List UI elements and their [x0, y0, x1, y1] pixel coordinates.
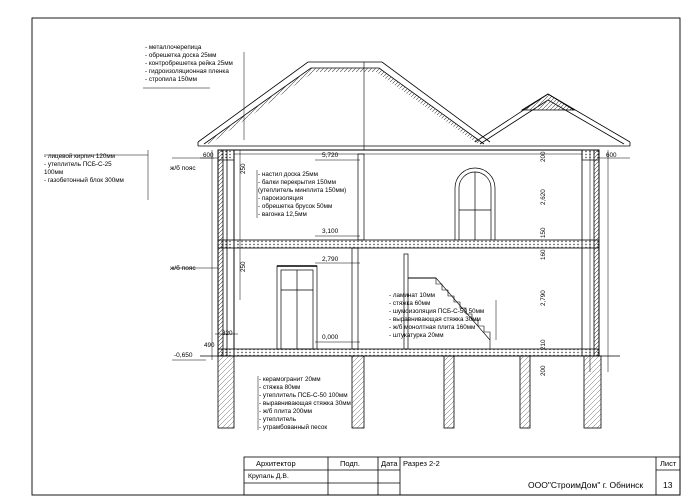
arched-window — [455, 168, 495, 240]
dim-r-210: 210 — [540, 339, 547, 350]
dim-r-160: 160 — [540, 249, 547, 260]
floor1-note-7: - утрамбованный песок — [259, 424, 328, 431]
belt-top-label: ж/б пояс — [170, 165, 196, 172]
level-window: 2,790 — [322, 256, 339, 263]
roof-tiles-right — [522, 94, 574, 110]
tb-sheet-label: Лист — [660, 459, 677, 468]
belt-top-right — [582, 150, 599, 160]
slab-1st-floor — [218, 349, 599, 356]
dim-r-200b: 200 — [540, 365, 547, 376]
dim-left-250a: 250 — [240, 163, 247, 174]
floor2-notes — [389, 292, 484, 340]
floor1-notes — [259, 376, 351, 432]
door-window — [277, 266, 317, 349]
level-mid: 3,100 — [322, 228, 339, 235]
dim-r-2790: 2,790 — [540, 290, 547, 306]
floor1-note-5: - ж/б плита 200мм — [259, 408, 312, 415]
floor1-note-3: - утеплитель ПСБ-С-50 100мм — [259, 392, 348, 399]
roof-notes — [145, 44, 233, 84]
tb-company: ООО"СтроимДом" г. Обнинск — [528, 480, 644, 490]
wall-notes — [44, 153, 124, 185]
tb-section-title: Разрез 2-2 — [403, 459, 440, 468]
right-wall — [582, 150, 599, 356]
belt-mid-label: ж/б пояс — [170, 265, 196, 272]
floor2-note-3: - шумоизоляция ПСБ-С-50 50мм — [389, 308, 485, 315]
dim-r-200a: 200 — [540, 151, 547, 162]
tb-sign-header: Подп. — [340, 459, 360, 468]
floor2-note-5: - ж/б монолтная плита 160мм — [389, 324, 476, 331]
level-zero: 0,000 — [322, 334, 339, 341]
ceiling-note-1: - настил доска 25мм — [258, 171, 318, 178]
tb-person: Крупаль Д.В. — [248, 473, 289, 480]
floor2-note-2: - стяжка 60мм — [389, 300, 431, 307]
ceiling-note-2: - балки перекрытия 150мм — [258, 179, 336, 186]
roof-note-3: - контробрешетка рейка 25мм — [145, 60, 233, 67]
floor2-note-1: - ламинат 10мм — [389, 292, 436, 299]
floor1-note-2: - стяжка 80мм — [259, 384, 301, 391]
belt-top-left — [218, 150, 234, 160]
floor2-note-6: - штукатурка 20мм — [389, 332, 444, 339]
tb-architect-header: Архитектор — [256, 459, 296, 468]
ceiling-note-6: - вагонка 12,5мм — [258, 211, 307, 218]
dim-left-490: 490 — [204, 342, 215, 349]
roof-note-2: - обрешетка доска 25мм — [145, 52, 217, 59]
left-wall — [218, 150, 234, 356]
level-top: 5,720 — [322, 152, 339, 159]
dim-left-320: 320 — [222, 330, 233, 337]
ceiling-note-3: (утеплитель минплита 150мм) — [258, 187, 347, 194]
dim-r-2620: 2,620 — [540, 189, 547, 205]
ceiling-notes — [258, 171, 346, 219]
roof-note-1: - металлочерепица — [145, 44, 202, 51]
roof — [198, 62, 630, 150]
dim-left-250b: 250 — [240, 261, 247, 272]
floor2-note-4: - выравнивающая стяжка 30мм — [389, 316, 481, 323]
wall-note-4: - газобетонный блок 300мм — [44, 177, 124, 184]
ceiling-note-4: - пароизоляция — [258, 195, 304, 202]
tb-date-header: Дата — [381, 459, 398, 468]
level-ground: -0,650 — [174, 352, 193, 359]
dim-eave-left: 600 — [203, 152, 214, 159]
ceiling-note-5: - обрешетка брусок 50мм — [258, 203, 333, 210]
roof-note-4: - гидроизоляционная пленка — [145, 68, 229, 75]
floor1-note-4: - выравнивающая стяжка 30мм — [259, 400, 351, 407]
wall-note-1: - лицевой кирпич 120мм — [44, 153, 116, 160]
tb-sheet-number: 13 — [663, 480, 673, 490]
slab-2nd-floor — [218, 240, 599, 248]
roof-note-5: - стропила 150мм — [145, 76, 197, 83]
wall-note-2: - утеплитель ПСБ-С-25 — [44, 161, 112, 168]
dim-eave-right: 600 — [606, 152, 617, 159]
floor1-note-1: - керамогранит 20мм — [259, 376, 321, 383]
floor1-note-6: - утеплитель — [259, 416, 296, 423]
dim-r-150: 150 — [540, 227, 547, 238]
wall-note-3: 100мм — [44, 169, 64, 176]
